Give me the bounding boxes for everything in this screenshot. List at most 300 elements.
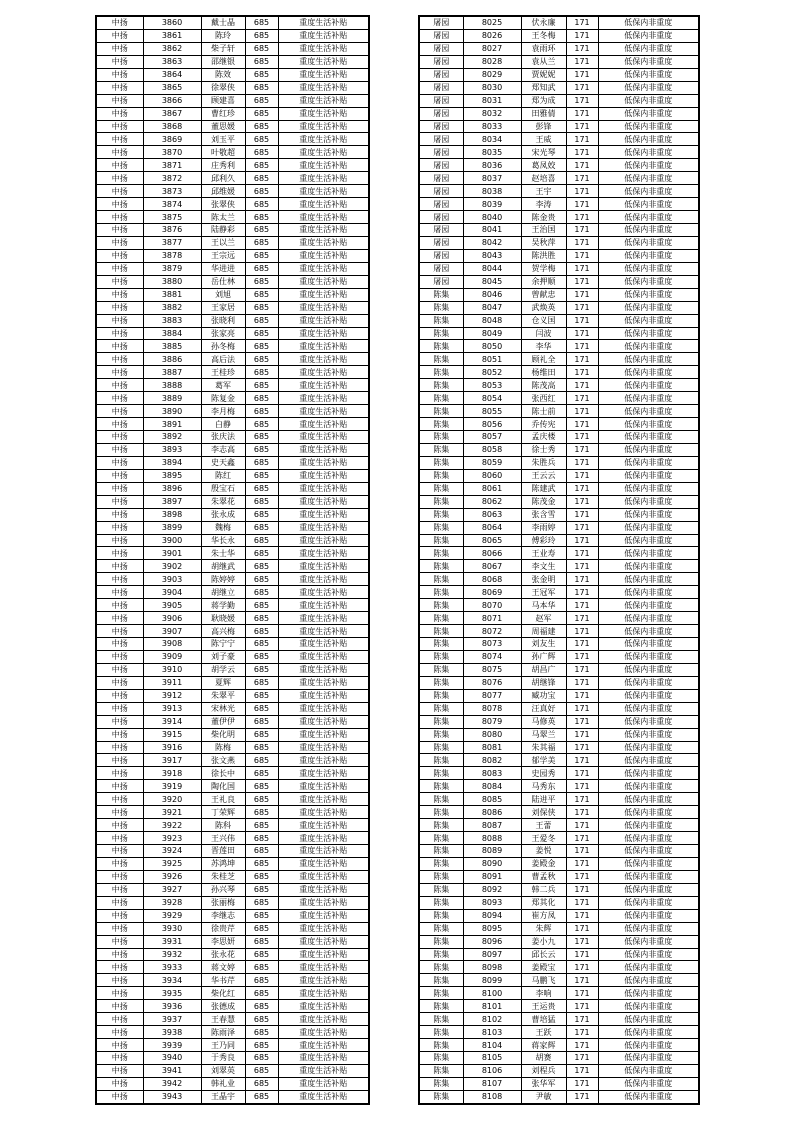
table-cell: 中扬 [96, 780, 143, 793]
table-cell: 3898 [143, 508, 201, 521]
table-cell: 171 [566, 896, 598, 909]
table-cell: 张西红 [521, 392, 566, 405]
table-cell: 685 [245, 353, 278, 366]
table-cell: 邱维媛 [201, 185, 245, 198]
table-cell: 8073 [463, 638, 521, 651]
table-cell: 胡昌广 [521, 663, 566, 676]
table-cell: 低保内非重度 [598, 599, 699, 612]
table-cell: 171 [566, 133, 598, 146]
table-cell: 低保内非重度 [598, 172, 699, 185]
table-cell: 171 [566, 288, 598, 301]
table-cell: 685 [245, 495, 278, 508]
table-cell: 重度生活补贴 [278, 1000, 369, 1013]
table-row [419, 224, 699, 237]
table-cell: 柴子轩 [201, 42, 245, 55]
table-row [96, 560, 369, 573]
table-cell: 8047 [463, 301, 521, 314]
table-cell: 中扬 [96, 521, 143, 534]
table-row [96, 534, 369, 547]
table-cell: 8102 [463, 1013, 521, 1026]
table-cell: 685 [245, 586, 278, 599]
table-cell: 中扬 [96, 870, 143, 883]
table-cell: 贾妮妮 [521, 68, 566, 81]
table-cell: 171 [566, 340, 598, 353]
table-cell: 朱士华 [201, 547, 245, 560]
table-cell: 重度生活补贴 [278, 599, 369, 612]
table-cell: 中扬 [96, 353, 143, 366]
table-cell: 重度生活补贴 [278, 172, 369, 185]
table-cell: 姜殿宝 [521, 961, 566, 974]
table-cell: 171 [566, 508, 598, 521]
table-row [419, 1052, 699, 1065]
table-cell: 低保内非重度 [598, 353, 699, 366]
table-cell: 3881 [143, 288, 201, 301]
table-row [419, 689, 699, 702]
table-cell: 3932 [143, 948, 201, 961]
table-cell: 重度生活补贴 [278, 185, 369, 198]
table-cell: 低保内非重度 [598, 741, 699, 754]
table-cell: 685 [245, 793, 278, 806]
table-cell: 低保内非重度 [598, 793, 699, 806]
table-row [96, 29, 369, 42]
table-cell: 重度生活补贴 [278, 883, 369, 896]
table-cell: 685 [245, 185, 278, 198]
table-cell: 8103 [463, 1026, 521, 1039]
table-cell: 高兴梅 [201, 625, 245, 638]
table-row [96, 68, 369, 81]
table-cell: 贺学梅 [521, 262, 566, 275]
table-cell: 171 [566, 612, 598, 625]
table-row [96, 120, 369, 133]
table-cell: 重度生活补贴 [278, 405, 369, 418]
table-row [419, 974, 699, 987]
table-cell: 171 [566, 211, 598, 224]
table-cell: 3930 [143, 922, 201, 935]
table-cell: 低保内非重度 [598, 68, 699, 81]
table-cell: 171 [566, 819, 598, 832]
table-cell: 685 [245, 482, 278, 495]
table-cell: 高后法 [201, 353, 245, 366]
table-cell: 685 [245, 806, 278, 819]
table-cell: 刘旭 [201, 288, 245, 301]
table-cell: 中扬 [96, 495, 143, 508]
table-cell: 8067 [463, 560, 521, 573]
table-cell: 171 [566, 29, 598, 42]
table-cell: 郑为成 [521, 94, 566, 107]
table-cell: 171 [566, 948, 598, 961]
table-cell: 中扬 [96, 275, 143, 288]
table-cell: 685 [245, 1026, 278, 1039]
table-cell: 陈集 [419, 431, 463, 444]
table-row [96, 495, 369, 508]
table-cell: 685 [245, 288, 278, 301]
table-row [419, 288, 699, 301]
table-cell: 陈集 [419, 650, 463, 663]
table-cell: 重度生活补贴 [278, 987, 369, 1000]
table-cell: 171 [566, 1013, 598, 1026]
table-cell: 柴化红 [201, 987, 245, 1000]
table-cell: 张华军 [521, 1077, 566, 1090]
table-cell: 重度生活补贴 [278, 663, 369, 676]
table-cell: 3880 [143, 275, 201, 288]
table-cell: 低保内非重度 [598, 94, 699, 107]
table-row [419, 883, 699, 896]
table-cell: 重度生活补贴 [278, 29, 369, 42]
table-cell: 重度生活补贴 [278, 573, 369, 586]
table-cell: 重度生活补贴 [278, 534, 369, 547]
table-cell: 孟庆楼 [521, 431, 566, 444]
table-cell: 中扬 [96, 987, 143, 1000]
table-cell: 低保内非重度 [598, 443, 699, 456]
table-cell: 重度生活补贴 [278, 806, 369, 819]
table-cell: 晋莲田 [201, 845, 245, 858]
table-cell: 低保内非重度 [598, 767, 699, 780]
table-cell: 3925 [143, 857, 201, 870]
table-cell: 重度生活补贴 [278, 366, 369, 379]
table-cell: 3875 [143, 211, 201, 224]
table-row [96, 754, 369, 767]
table-cell: 重度生活补贴 [278, 948, 369, 961]
table-row [419, 431, 699, 444]
table-cell: 屠园 [419, 107, 463, 120]
table-cell: 低保内非重度 [598, 534, 699, 547]
table-cell: 低保内非重度 [598, 974, 699, 987]
table-cell: 陈婷婷 [201, 573, 245, 586]
table-row [96, 1064, 369, 1077]
table-cell: 陈集 [419, 896, 463, 909]
table-cell: 3886 [143, 353, 201, 366]
table-cell: 171 [566, 418, 598, 431]
table-cell: 徐贵芹 [201, 922, 245, 935]
table-cell: 3920 [143, 793, 201, 806]
table-cell: 8086 [463, 806, 521, 819]
table-row [96, 715, 369, 728]
table-cell: 屠园 [419, 275, 463, 288]
table-cell: 朱辉 [521, 922, 566, 935]
table-cell: 陈集 [419, 482, 463, 495]
table-row [96, 896, 369, 909]
table-cell: 8084 [463, 780, 521, 793]
table-row [96, 987, 369, 1000]
table-cell: 低保内非重度 [598, 405, 699, 418]
table-row [419, 508, 699, 521]
table-cell: 重度生活补贴 [278, 625, 369, 638]
table-cell: 8075 [463, 663, 521, 676]
table-cell: 重度生活补贴 [278, 133, 369, 146]
table-cell: 中扬 [96, 405, 143, 418]
table-row [96, 883, 369, 896]
table-cell: 3906 [143, 612, 201, 625]
table-cell: 8069 [463, 586, 521, 599]
table-cell: 重度生活补贴 [278, 16, 369, 29]
table-cell: 陈集 [419, 327, 463, 340]
table-cell: 中扬 [96, 728, 143, 741]
table-cell: 中扬 [96, 159, 143, 172]
table-cell: 重度生活补贴 [278, 1090, 369, 1103]
table-cell: 中扬 [96, 1039, 143, 1052]
table-cell: 中扬 [96, 586, 143, 599]
table-row [96, 573, 369, 586]
table-cell: 曾献忠 [521, 288, 566, 301]
table-cell: 171 [566, 42, 598, 55]
table-cell: 徐士秀 [521, 443, 566, 456]
table-cell: 低保内非重度 [598, 392, 699, 405]
table-cell: 685 [245, 883, 278, 896]
table-cell: 陈集 [419, 443, 463, 456]
table-cell: 685 [245, 1000, 278, 1013]
table-row [96, 236, 369, 249]
table-cell: 685 [245, 832, 278, 845]
table-cell: 郑其化 [521, 896, 566, 909]
table-cell: 中扬 [96, 249, 143, 262]
table-cell: 陈集 [419, 495, 463, 508]
table-cell: 低保内非重度 [598, 1000, 699, 1013]
table-cell: 徐翠侠 [201, 81, 245, 94]
table-cell: 重度生活补贴 [278, 974, 369, 987]
table-cell: 3892 [143, 431, 201, 444]
table-cell: 8077 [463, 689, 521, 702]
table-cell: 刘友生 [521, 638, 566, 651]
table-cell: 中扬 [96, 366, 143, 379]
table-cell: 中扬 [96, 288, 143, 301]
table-cell: 低保内非重度 [598, 146, 699, 159]
table-cell: 3864 [143, 68, 201, 81]
table-cell: 171 [566, 845, 598, 858]
table-cell: 3890 [143, 405, 201, 418]
table-cell: 中扬 [96, 314, 143, 327]
table-cell: 8081 [463, 741, 521, 754]
table-cell: 685 [245, 560, 278, 573]
table-row [96, 94, 369, 107]
table-cell: 低保内非重度 [598, 922, 699, 935]
table-row [419, 1000, 699, 1013]
table-row [419, 236, 699, 249]
table-cell: 8087 [463, 819, 521, 832]
table-cell: 低保内非重度 [598, 909, 699, 922]
table-cell: 3943 [143, 1090, 201, 1103]
table-cell: 仓义国 [521, 314, 566, 327]
table-row [96, 935, 369, 948]
table-cell: 低保内非重度 [598, 832, 699, 845]
table-cell: 彭锋 [521, 120, 566, 133]
table-cell: 张金明 [521, 573, 566, 586]
table-row [96, 172, 369, 185]
table-cell: 于秀良 [201, 1052, 245, 1065]
table-cell: 685 [245, 650, 278, 663]
table-cell: 中扬 [96, 573, 143, 586]
table-cell: 庄秀利 [201, 159, 245, 172]
table-row [419, 418, 699, 431]
table-cell: 8085 [463, 793, 521, 806]
table-cell: 王家居 [201, 301, 245, 314]
table-cell: 中扬 [96, 741, 143, 754]
table-cell: 8051 [463, 353, 521, 366]
table-cell: 685 [245, 211, 278, 224]
table-cell: 中扬 [96, 146, 143, 159]
table-cell: 3902 [143, 560, 201, 573]
table-cell: 重度生活补贴 [278, 586, 369, 599]
table-cell: 中扬 [96, 845, 143, 858]
table-cell: 中扬 [96, 1090, 143, 1103]
table-cell: 重度生活补贴 [278, 676, 369, 689]
subsidy-table-right [418, 15, 700, 1105]
table-cell: 171 [566, 1026, 598, 1039]
table-cell: 3911 [143, 676, 201, 689]
table-cell: 陈集 [419, 974, 463, 987]
table-cell: 中扬 [96, 676, 143, 689]
table-cell: 董思媛 [201, 120, 245, 133]
table-cell: 171 [566, 599, 598, 612]
table-row [419, 819, 699, 832]
table-row [96, 1090, 369, 1103]
table-cell: 刘保侠 [521, 806, 566, 819]
table-cell: 低保内非重度 [598, 650, 699, 663]
table-row [96, 249, 369, 262]
table-cell: 陈复金 [201, 392, 245, 405]
table-cell: 685 [245, 379, 278, 392]
table-cell: 171 [566, 249, 598, 262]
table-cell: 8064 [463, 521, 521, 534]
table-cell: 陈茂高 [521, 379, 566, 392]
table-cell: 低保内非重度 [598, 586, 699, 599]
table-cell: 中扬 [96, 469, 143, 482]
table-cell: 171 [566, 909, 598, 922]
table-cell: 陈集 [419, 857, 463, 870]
table-cell: 8039 [463, 198, 521, 211]
table-cell: 低保内非重度 [598, 521, 699, 534]
table-row [419, 741, 699, 754]
table-cell: 屠园 [419, 55, 463, 68]
table-cell: 中扬 [96, 443, 143, 456]
table-row [419, 676, 699, 689]
table-cell: 史天鑫 [201, 456, 245, 469]
table-cell: 低保内非重度 [598, 819, 699, 832]
table-cell: 低保内非重度 [598, 560, 699, 573]
table-row [96, 379, 369, 392]
table-cell: 171 [566, 1090, 598, 1103]
table-cell: 3865 [143, 81, 201, 94]
table-cell: 685 [245, 236, 278, 249]
table-row [419, 68, 699, 81]
table-cell: 171 [566, 793, 598, 806]
table-row [96, 469, 369, 482]
table-cell: 171 [566, 1039, 598, 1052]
table-cell: 171 [566, 961, 598, 974]
table-cell: 685 [245, 935, 278, 948]
table-cell: 重度生活补贴 [278, 456, 369, 469]
table-cell: 夏辉 [201, 676, 245, 689]
table-cell: 171 [566, 857, 598, 870]
table-cell: 中扬 [96, 689, 143, 702]
table-cell: 3927 [143, 883, 201, 896]
table-cell: 8034 [463, 133, 521, 146]
table-cell: 8035 [463, 146, 521, 159]
table-cell: 低保内非重度 [598, 1026, 699, 1039]
subsidy-table-right-body [419, 16, 699, 1104]
table-row [96, 870, 369, 883]
table-row [419, 547, 699, 560]
table-cell: 孙广辉 [521, 650, 566, 663]
table-cell: 中扬 [96, 663, 143, 676]
table-cell: 王云云 [521, 469, 566, 482]
table-cell: 171 [566, 521, 598, 534]
table-cell: 685 [245, 68, 278, 81]
table-cell: 3905 [143, 599, 201, 612]
table-cell: 中扬 [96, 922, 143, 935]
table-cell: 陈集 [419, 961, 463, 974]
table-cell: 中扬 [96, 832, 143, 845]
table-cell: 低保内非重度 [598, 81, 699, 94]
table-cell: 685 [245, 612, 278, 625]
table-cell: 重度生活补贴 [278, 211, 369, 224]
table-cell: 王宇 [521, 185, 566, 198]
table-cell: 周福建 [521, 625, 566, 638]
table-cell: 3931 [143, 935, 201, 948]
table-row [419, 1064, 699, 1077]
table-cell: 徐长中 [201, 767, 245, 780]
table-cell: 171 [566, 573, 598, 586]
table-cell: 8100 [463, 987, 521, 1000]
table-cell: 低保内非重度 [598, 676, 699, 689]
table-cell: 171 [566, 767, 598, 780]
table-cell: 闫波 [521, 327, 566, 340]
table-cell: 臧功宝 [521, 689, 566, 702]
table-cell: 3926 [143, 870, 201, 883]
table-cell: 中扬 [96, 1077, 143, 1090]
table-cell: 171 [566, 16, 598, 29]
table-cell: 王晶宇 [201, 1090, 245, 1103]
table-row [96, 16, 369, 29]
table-cell: 胡继立 [201, 586, 245, 599]
table-cell: 陈太兰 [201, 211, 245, 224]
table-cell: 685 [245, 547, 278, 560]
table-cell: 685 [245, 172, 278, 185]
table-row [419, 262, 699, 275]
table-cell: 曹培猛 [521, 1013, 566, 1026]
table-cell: 苏鸿坤 [201, 857, 245, 870]
table-cell: 中扬 [96, 185, 143, 198]
table-row [419, 961, 699, 974]
table-cell: 袁雨环 [521, 42, 566, 55]
table-cell: 屠园 [419, 159, 463, 172]
table-cell: 王春慧 [201, 1013, 245, 1026]
table-cell: 685 [245, 107, 278, 120]
table-cell: 低保内非重度 [598, 301, 699, 314]
table-cell: 乔传宪 [521, 418, 566, 431]
table-cell: 3870 [143, 146, 201, 159]
table-cell: 171 [566, 55, 598, 68]
table-row [419, 1077, 699, 1090]
table-cell: 8037 [463, 172, 521, 185]
table-cell: 陈科 [201, 819, 245, 832]
table-cell: 3894 [143, 456, 201, 469]
table-cell: 低保内非重度 [598, 612, 699, 625]
table-row [419, 55, 699, 68]
table-cell: 3896 [143, 482, 201, 495]
table-cell: 邵继银 [201, 55, 245, 68]
table-cell: 宋林光 [201, 702, 245, 715]
table-cell: 171 [566, 262, 598, 275]
table-row [419, 663, 699, 676]
table-row [96, 1052, 369, 1065]
table-cell: 低保内非重度 [598, 508, 699, 521]
table-cell: 崔方凤 [521, 909, 566, 922]
table-row [96, 431, 369, 444]
table-cell: 重度生活补贴 [278, 275, 369, 288]
table-cell: 685 [245, 443, 278, 456]
table-cell: 朱桂芝 [201, 870, 245, 883]
table-cell: 王乃同 [201, 1039, 245, 1052]
